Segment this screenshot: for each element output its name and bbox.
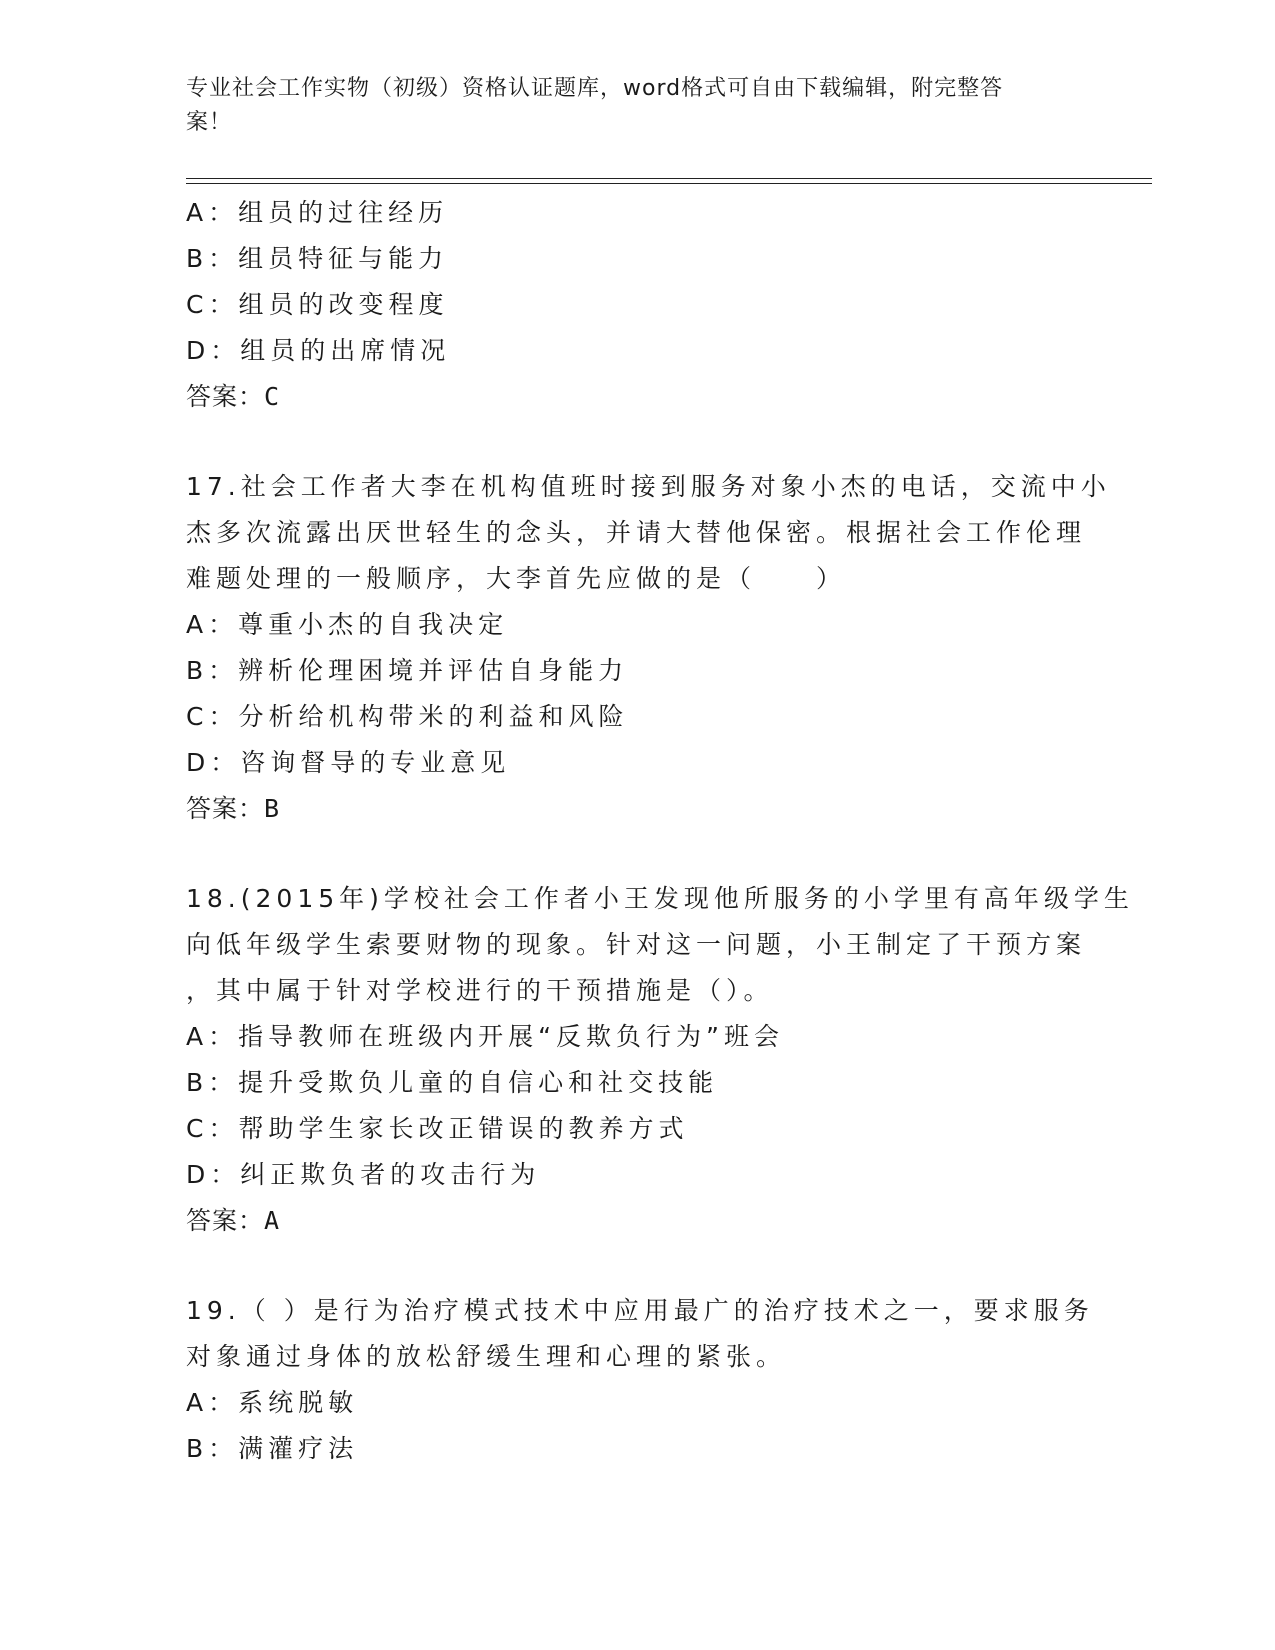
header-line-2: 案！: [186, 110, 233, 135]
question-18: [186, 876, 1134, 1244]
option-b: B：提升受欺负儿童的自信心和社交技能: [186, 1068, 719, 1097]
option-c: C：帮助学生家长改正错误的教养方式: [186, 1114, 689, 1143]
question-stem-line: 杰多次流露出厌世轻生的念头，并请大替他保密。根据社会工作伦理: [186, 518, 1087, 547]
option-a: A：系统脱敏: [186, 1388, 359, 1417]
option-d: D：纠正欺负者的攻击行为: [186, 1160, 541, 1189]
answer-line: [186, 374, 1086, 420]
question-list: [186, 190, 1134, 1472]
answer-label: 答案：: [186, 382, 265, 411]
question-stem: [186, 464, 1111, 602]
answer-value: C: [264, 382, 281, 411]
option-d: D：咨询督导的专业意见: [186, 748, 511, 777]
option-b: B：满灌疗法: [186, 1434, 359, 1463]
option-b: B：组员特征与能力: [186, 244, 449, 273]
answer-value: B: [264, 794, 281, 823]
header-line-1: 专业社会工作实物（初级）资格认证题库，word格式可自由下载编辑，附完整答: [186, 76, 1004, 101]
question-stem: [186, 876, 1134, 1014]
option-b: B：辨析伦理困境并评估自身能力: [186, 656, 629, 685]
question-19: [186, 1288, 1094, 1472]
header-rule-top: [186, 178, 1152, 179]
question-stem-line: 难题处理的一般顺序，大李首先应做的是（ ）: [186, 564, 847, 593]
question-stem-line: 17.社会工作者大李在机构值班时接到服务对象小杰的电话，交流中小: [186, 472, 1111, 501]
option-d: D：组员的出席情况: [186, 336, 451, 365]
answer-label: 答案：: [186, 794, 265, 823]
option-a: A：尊重小杰的自我决定: [186, 610, 509, 639]
option-c: C：分析给机构带米的利益和风险: [186, 702, 629, 731]
option-a: A：组员的过往经历: [186, 198, 449, 227]
question-stem-line: 19.（ ）是行为治疗模式技术中应用最广的治疗技术之一，要求服务: [186, 1296, 1094, 1325]
answer-line: [186, 786, 1086, 832]
answer-value: A: [264, 1206, 281, 1235]
option-a: A：指导教师在班级内开展“反欺负行为”班会: [186, 1022, 785, 1051]
question-16-continued: [186, 190, 1086, 420]
header-rule-bottom: [186, 183, 1152, 184]
answer-label: 答案：: [186, 1206, 265, 1235]
question-17: [186, 464, 1111, 832]
question-stem-line: ，其中属于针对学校进行的干预措施是（）。: [186, 976, 774, 1005]
question-stem-line: 18.(2015年)学校社会工作者小王发现他所服务的小学里有高年级学生: [186, 884, 1134, 913]
answer-line: [186, 1198, 1086, 1244]
question-stem: [186, 1288, 1094, 1380]
option-c: C：组员的改变程度: [186, 290, 449, 319]
document-header: [186, 72, 1066, 140]
question-stem-line: 对象通过身体的放松舒缓生理和心理的紧张。: [186, 1342, 787, 1371]
question-stem-line: 向低年级学生索要财物的现象。针对这一问题，小王制定了干预方案: [186, 930, 1087, 959]
